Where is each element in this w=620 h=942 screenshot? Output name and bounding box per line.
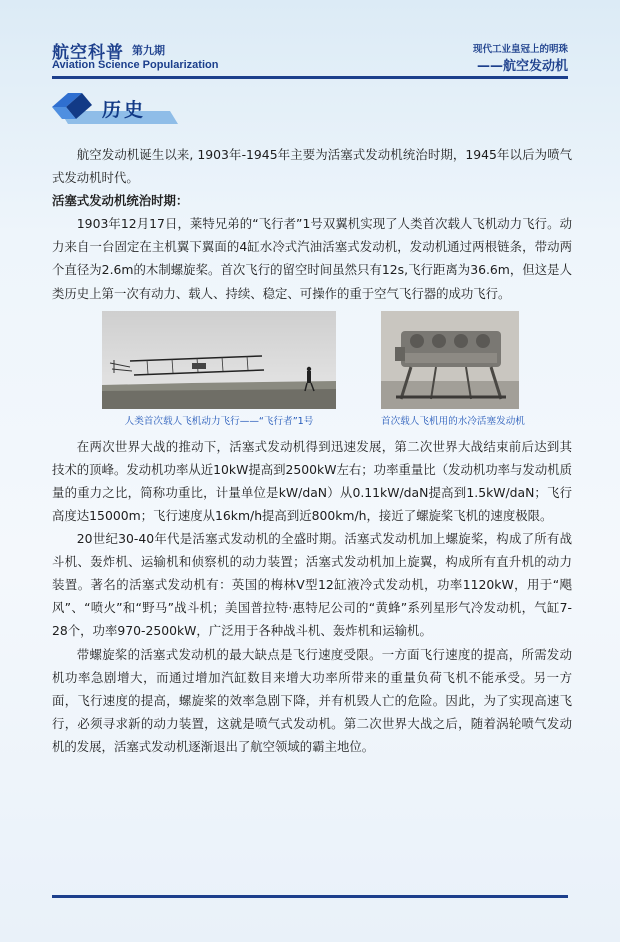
section-heading [52,91,182,125]
series-title: 现代工业皇冠上的明珠 [472,44,568,55]
paragraph-world-wars: 在两次世界大战的推动下，活塞式发动机得到迅速发展，第二次世界大战结束前后达到其技术的顶峰。发动机功率从近10kW提高到2500kW左右；功率重量比（发动机功率与发动机质量的重力之比，简称功重比，计量单位是kW/daN）从0.11kW/daN提高到1.5kW/daN；飞行高度达15000m；飞行速度从16km/h提高到近800km/h，接近了螺旋桨飞机的速度极限。 [52,438,572,523]
subheading: 活塞式发动机统治时期： [52,193,189,209]
section-title: 历史 [102,99,147,121]
article-body [52,143,572,758]
wright-flyer-photo [102,311,336,409]
figure-engine [381,311,525,427]
paragraph-wright-flyer: 1903年12月17日，莱特兄弟的“飞行者”1号双翼机实现了人类首次载人飞机动力飞行。动力来自一台固定在主机翼下翼面的4缸水冷式汽油活塞式发动机，发动机通过两根链条，带动两个直径为2.6m的木制螺旋桨。首次飞行的留空时间虽然只有12s,飞行距离为36.6m，但这是人类历史上第一次有动力、载人、持续、稳定、可操作的重于空气飞行器的成功飞行。 [52,216,572,301]
figure-row [52,311,572,431]
issue-label: 第九期 [132,44,165,57]
paragraph-intro: 航空发动机诞生以来, 1903年-1945年主要为活塞式发动机统治时期，1945年以后为喷气式发动机时代。 [52,147,572,186]
figure-caption-wright-flyer: 人类首次载人飞机动力飞行——“飞行者”1号 [124,415,314,427]
engine-photo [381,311,519,409]
figure-caption-engine: 首次载人飞机用的水冷活塞发动机 [381,415,525,427]
paragraph-golden-age: 20世纪30-40年代是活塞式发动机的全盛时期。活塞式发动机加上螺旋桨，构成了所有战斗机、轰炸机、运输机和侦察机的动力装置；活塞式发动机加上旋翼，构成所有直升机的动力装置。著名的活塞式发动机有：英国的梅林V型12缸液冷式发动机，功率1120kW，用于“飓风”、“喷火”和“野马”战斗机；美国普拉特·惠特尼公司的“黄蜂”系列星形气冷发动机，气缸7-28个，功率970-2500kW，广泛用于各种战斗机、轰炸机和运输机。 [52,531,572,639]
paragraph-limitations: 带螺旋桨的活塞式发动机的最大缺点是飞行速度受限。一方面飞行速度的提高，所需发动机功率急剧增大，而通过增加汽缸数目来增大功率所带来的重量负荷飞机不能承受。另一方面，飞行速度的提高，螺旋桨的效率急剧下降，并有机毁人亡的危险。因此，为了实现高速飞行，必须寻求新的动力装置，这就是喷气式发动机。第二次世界大战之后，随着涡轮喷气发动机的发展，活塞式发动机逐渐退出了航空领域的霸主地位。 [52,646,572,754]
page-header [52,38,568,78]
topic-title: ——航空发动机 [476,59,568,74]
magazine-title: 航空科普 [52,43,124,63]
footer-divider [52,895,568,898]
header-divider [52,76,568,79]
figure-wright-flyer [102,311,336,427]
magazine-english-title: Aviation Science Popularization [52,59,219,71]
